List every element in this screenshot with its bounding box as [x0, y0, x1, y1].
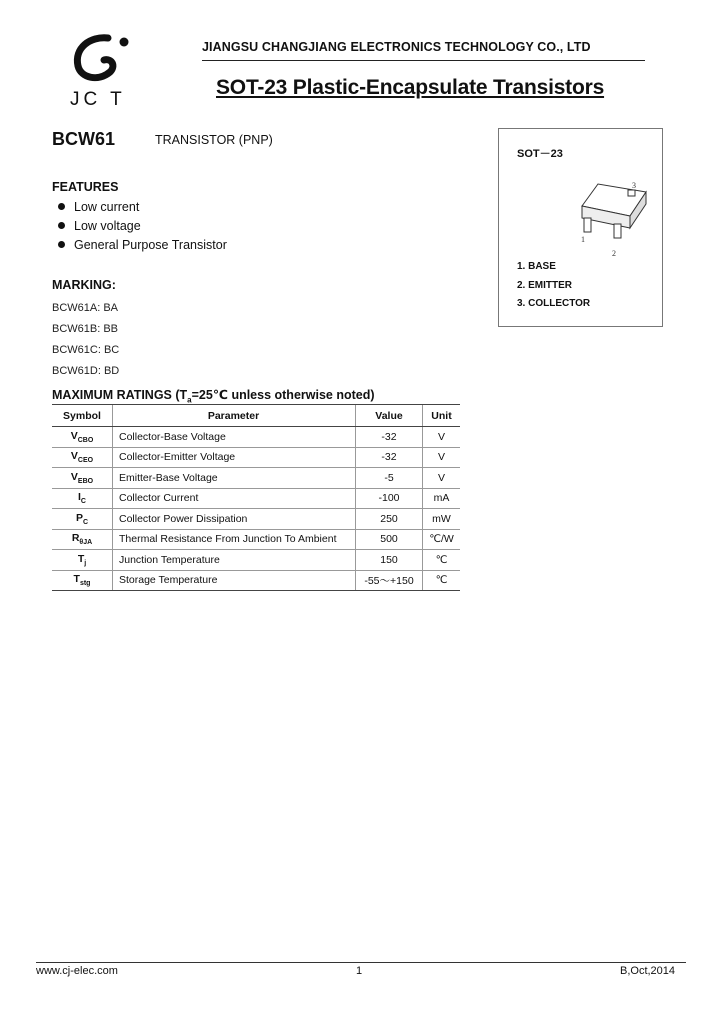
cell-value: 500	[356, 529, 423, 550]
pin-emitter: 2. EMITTER	[517, 280, 573, 291]
feature-item: Low voltage	[58, 219, 141, 233]
cell-symbol: $V_{CBO}$	[52, 427, 113, 448]
bullet-icon	[58, 222, 65, 229]
feature-item: General Purpose Transistor	[58, 238, 227, 252]
header-rule	[202, 60, 645, 61]
logo-text: JC T	[70, 89, 126, 110]
ratings-heading: MAXIMUM RATINGS ($T_a=25℃$ unless otherwise noted)	[52, 388, 375, 405]
cell-symbol: $V_{CEO}$	[52, 447, 113, 468]
cell-parameter: Thermal Resistance From Junction To Ambient	[113, 529, 356, 550]
cell-parameter: Collector Power Dissipation	[113, 509, 356, 530]
cell-value: -5	[356, 468, 423, 489]
cell-parameter: Collector-Emitter Voltage	[113, 447, 356, 468]
bullet-icon	[58, 203, 65, 210]
cell-parameter: Collector-Base Voltage	[113, 427, 356, 448]
package-title: SOT－23	[517, 148, 563, 160]
logo-swirl	[77, 38, 113, 78]
cell-parameter: Storage Temperature	[113, 570, 356, 591]
part-type: TRANSISTOR (PNP)	[155, 133, 273, 147]
cell-value: 150	[356, 550, 423, 571]
cell-symbol: $R_{\theta JA}$	[52, 529, 113, 550]
max-ratings-table	[52, 404, 460, 591]
cell-unit: ℃	[423, 570, 461, 591]
pin-collector: 3. COLLECTOR	[517, 298, 591, 309]
footer-rule	[36, 962, 686, 963]
cell-value: -100	[356, 488, 423, 509]
marking-item: BCW61A: BA	[52, 302, 119, 314]
cell-symbol: $T_{stg}$	[52, 570, 113, 591]
table-header-row	[52, 405, 460, 427]
cell-unit: mA	[423, 488, 461, 509]
pin-base: 1. BASE	[517, 261, 556, 272]
cell-parameter: Emitter-Base Voltage	[113, 468, 356, 489]
revision-date: B,Oct,2014	[620, 965, 676, 977]
company-name: JIANGSU CHANGJIANG ELECTRONICS TECHNOLOGY CO., LTD	[202, 40, 591, 54]
table-row	[52, 488, 460, 509]
cell-unit: ℃	[423, 550, 461, 571]
pin-label: 2	[612, 249, 616, 258]
cell-value: 250	[356, 509, 423, 530]
cell-symbol: $I_C$	[52, 488, 113, 509]
cell-symbol: $P_C$	[52, 509, 113, 530]
page-number: 1	[356, 965, 363, 977]
col-header-symbol: Symbol	[52, 405, 113, 427]
feature-item: Low current	[58, 200, 139, 214]
company-logo	[64, 28, 144, 110]
pin-label: 3	[632, 181, 636, 190]
table-row	[52, 427, 460, 448]
part-number: BCW61	[52, 129, 116, 149]
cell-unit: V	[423, 427, 461, 448]
table-row	[52, 509, 460, 530]
cell-value: -55～+150	[356, 570, 423, 591]
table-row	[52, 550, 460, 571]
table-row	[52, 447, 460, 468]
marking-item: BCW61C: BC	[52, 344, 120, 356]
cell-unit: V	[423, 447, 461, 468]
cell-symbol: $T_j$	[52, 550, 113, 571]
pin-label: 1	[581, 235, 585, 244]
cell-parameter: Collector Current	[113, 488, 356, 509]
sot23-package-drawing	[570, 176, 660, 260]
col-header-value: Value	[356, 405, 423, 427]
document-title: SOT-23 Plastic-Encapsulate Transistors	[216, 76, 605, 99]
logo-dot	[120, 38, 129, 47]
footer-url: www.cj-elec.com	[36, 965, 118, 977]
bullet-icon	[58, 241, 65, 248]
marking-item: BCW61D: BD	[52, 365, 120, 377]
cell-unit: V	[423, 468, 461, 489]
table-row	[52, 529, 460, 550]
marking-heading: MARKING:	[52, 278, 116, 292]
cell-symbol: $V_{EBO}$	[52, 468, 113, 489]
cell-unit: ℃/W	[423, 529, 461, 550]
cell-unit: mW	[423, 509, 461, 530]
col-header-unit: Unit	[423, 405, 461, 427]
cell-value: -32	[356, 427, 423, 448]
cell-parameter: Junction Temperature	[113, 550, 356, 571]
col-header-parameter: Parameter	[113, 405, 356, 427]
table-row	[52, 468, 460, 489]
marking-item: BCW61B: BB	[52, 323, 119, 335]
table-row	[52, 570, 460, 591]
features-heading: FEATURES	[52, 180, 119, 194]
cell-value: -32	[356, 447, 423, 468]
